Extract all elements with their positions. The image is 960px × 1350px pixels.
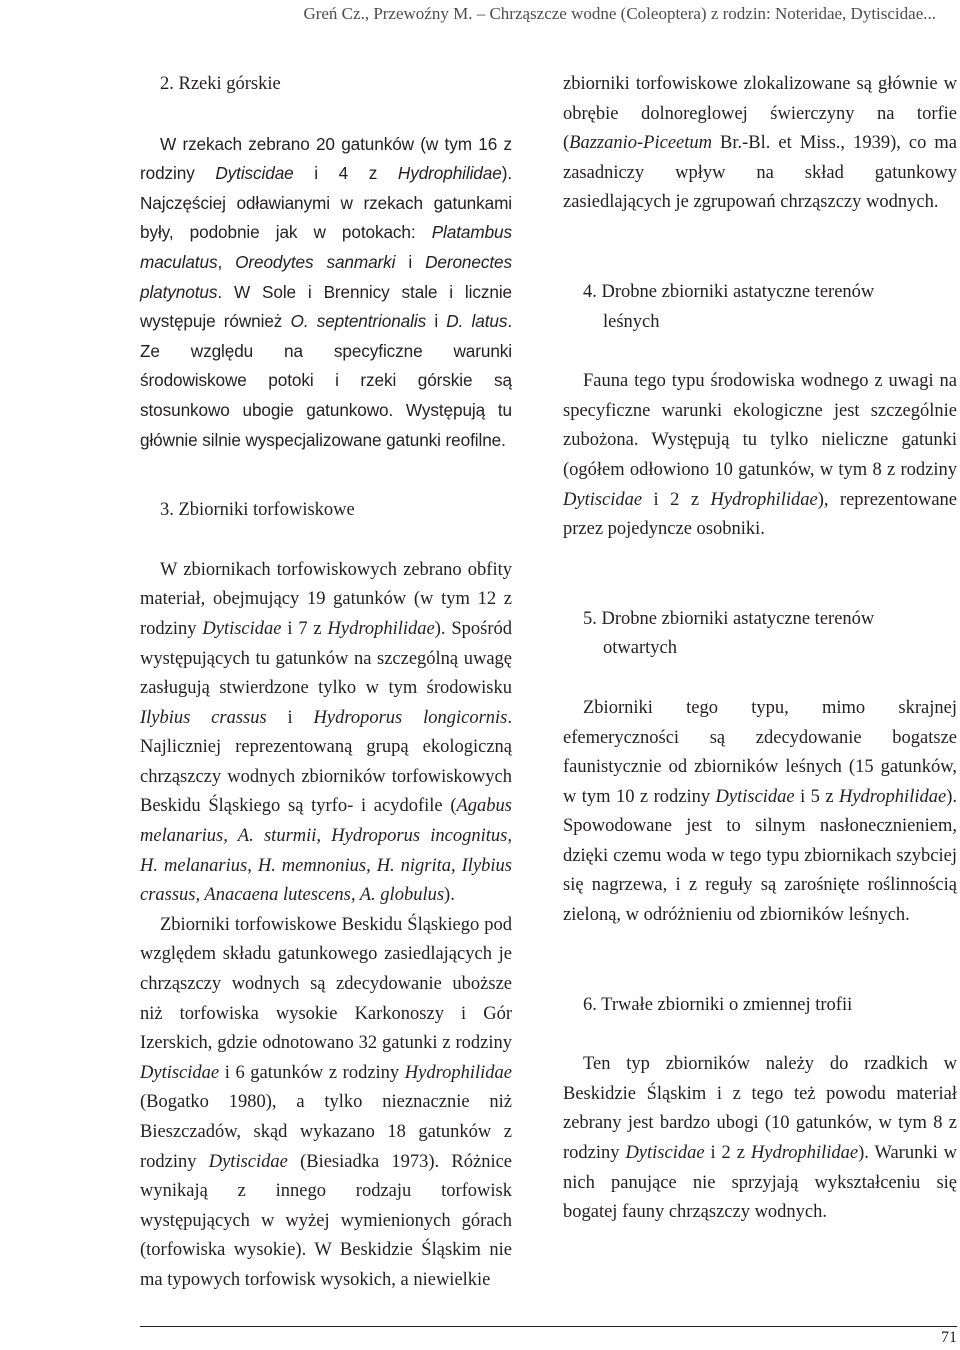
right-column	[563, 70, 957, 1228]
section-heading-trwale-zbiorniki: 6. Trwałe zbiorniki o zmiennej trofii	[583, 994, 853, 1015]
section-otwarte-paragraph: Zbiorniki tego typu, mimo skrajnej efemeryczności są zdecydowanie bogatsze faunistycznie od zbiorników leśnych (15 gatunków, w tym 10 z rodziny Dytiscidae i 5 z Hydrophilidae). Spowodowane jest to silnym nasłonecznieniem, dzięki czemu woda w tego typu zbiornikach szybciej się nagrzewa, i z reguły są zarośnięte roślinnością zieloną, w odróżnieniu od zbiorników leśnych.	[563, 697, 957, 926]
section-heading-zbiorniki-torfowiskowe: 3. Zbiorniki torfowiskowe	[160, 500, 355, 521]
left-column	[140, 70, 512, 1296]
continuation-paragraph: zbiorniki torfowiskowe zlokalizowane są głównie w obrębie dolnoreglowej świerczyny na torfie (Bazzanio-Piceetum Br.-Bl. et Miss., 1939), co ma zasadniczy wpływ na skład gatunkowy zasiedlających je zgrupowań chrząszczy wodnych.	[563, 74, 957, 213]
section-torfowiskowe-paragraph-1: W zbiornikach torfowiskowych zebrano obfity materiał, obejmujący 19 gatunków (w tym 12 z rodziny Dytiscidae i 7 z Hydrophilidae). Spośród występujących tu gatunków na szczególną uwagę zasługują stwierdzone tylko w tym środowisku Ilybius crassus i Hydroporus longicornis. Najliczniej reprezentowaną grupą ekologiczną chrząszczy wodnych zbiorników torfowiskowych Beskidu Śląskiego są tyrfo- i acydofile (Agabus melanarius, A. sturmii, Hydroporus incognitus, H. melanarius, H. memnonius, H. nigrita, Ilybius crassus, Anacaena lutescens, A. globulus).	[140, 559, 513, 906]
section-lesne-paragraph: Fauna tego typu środowiska wodnego z uwagi na specyficzne warunki ekologiczne jest szczególnie zubożona. Występują tu tylko nieliczne gatunki (ogółem odłowiono 10 gatunków, w tym 8 z rodziny Dytiscidae i 2 z Hydrophilidae), reprezentowane przez pojedyncze osobniki.	[563, 371, 957, 540]
section-torfowiskowe-paragraph-2: Zbiorniki torfowiskowe Beskidu Śląskiego pod względem składu gatunkowego zasiedlających je chrząszczy wodnych są zdecydowanie uboższe niż torfowiska wysokie Karkonoszy i Gór Izerskich, gdzie odnotowano 32 gatunki z rodziny Dytiscidae i 6 gatunków z rodziny Hydrophilidae (Bogatko 1980), a tylko nieznacznie niż Bieszczadów, skąd wykazano 18 gatunków z rodziny Dytiscidae (Biesiadka 1973). Różnice wynikają z innego rodzaju torfowisk występujących w wyżej wymienionych górach (torfowiska wysokie). W Beskidzie Śląskim nie ma typowych torfowisk wysokich, a niewielkie	[140, 914, 513, 1290]
page-number: 71	[941, 1329, 957, 1346]
section-heading-zbiorniki-otwarte: 5. Drobne zbiorniki astatyczne terenów otwartych	[583, 608, 875, 659]
section-rzeki-paragraph: W rzekach zebrano 20 gatunków (w tym 16 z rodziny Dytiscidae i 4 z Hydrophilidae). Najczęściej odławianymi w rzekach gatunkami były, podobnie jak w potokach: Platambus maculatus, Oreodytes sanmarki i Deronectes platynotus. W Sole i Brennicy stale i licznie występuje również O. septentrionalis i D. latus. Ze względu na specyficzne warunki środowiskowe potoki i rzeki górskie są stosunkowo ubogie gatunkowo. Występują tu głównie silnie wyspecjalizowane gatunki reofilne.	[140, 133, 513, 450]
running-header: Greń Cz., Przewoźny M. – Chrząszcze wodne (Coleoptera) z rodzin: Noteridae, Dytiscidae...	[303, 4, 936, 23]
section-heading-zbiorniki-lesne: 4. Drobne zbiorniki astatyczne terenów leśnych	[583, 281, 875, 332]
footer-rule	[140, 1326, 957, 1327]
section-trwale-paragraph: Ten typ zbiorników należy do rzadkich w Beskidzie Śląskim i z tego też powodu materiał zebrany jest bardzo ubogi (10 gatunków, w tym 8 z rodziny Dytiscidae i 2 z Hydrophilidae). Warunki w nich panujące nie sprzyjają wykształceniu się bogatej fauny chrząszczy wodnych.	[563, 1054, 957, 1223]
section-heading-rzeki-gorskie: 2. Rzeki górskie	[160, 74, 281, 94]
